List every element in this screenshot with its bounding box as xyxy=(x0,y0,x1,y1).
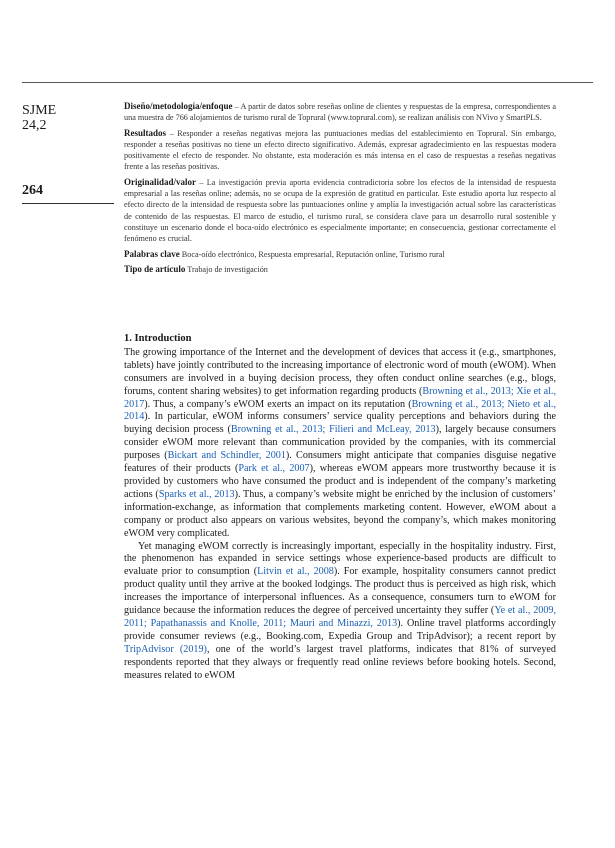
citation-link[interactable]: Park et al., 2007 xyxy=(238,463,310,475)
p2-text-1: Yet managing eWOM correctly is increasingly important, especially in the hospitality industry. First, the phenomenon has expanded in service settings whose experience-based products are difficult to evaluate prior to consumption ( xyxy=(124,540,556,578)
p1-text-2: ). Thus, a company’s eWOM exerts an impact on its reputation ( xyxy=(144,398,412,410)
design-label: Diseño/metodología/enfoque xyxy=(124,101,233,111)
p2-text-2: ). For example, hospitality consumers cannot predict product quality until they arrive at the booked lodgings. The product thus is perceived as high risk, which increases the importance of interpersonal influences. As a consequence, consumers turn to eWOM for guidance because the information reduces the degree of perceived uncertainty they suffer ( xyxy=(124,566,556,617)
citation-link[interactable]: Ye et al., 2009, 2011; Papathanassis and Knolle, 2011; Mauri and Minazzi, 2013 xyxy=(124,605,556,629)
header-rule xyxy=(22,82,593,83)
journal-name: SJME xyxy=(22,103,57,118)
p2-text-3: ). Online travel platforms accordingly provide consumer reviews (e.g., Booking.com, Expedia Group and TripAdvisor); a recent report by xyxy=(124,617,556,642)
design-text: – A partir de datos sobre reseñas online de clientes y respuestas de la empresa, correspondientes a una muestra de 766 alojamientos de turismo rural de Toprural (www.toprural.com), se realizan análisis con NVivo y SmartPLS. xyxy=(124,102,556,123)
abstract-keywords xyxy=(124,249,556,260)
p2-text-4: , one of the world’s largest travel platforms, indicates that 81% of surveyed respondents reported that they always or frequently read online reviews before booking hotels. Second, measures related to eWOM xyxy=(124,643,556,681)
originality-label: Originalidad/valor xyxy=(124,176,197,187)
structured-abstract xyxy=(124,101,556,279)
citation-link[interactable]: Bickart and Schindler, 2001 xyxy=(167,450,286,462)
results-label: Resultados xyxy=(124,127,167,138)
p1-text-7: ). Thus, a company’s website might be enriched by the inclusion of customers’ information-exchange, as information that complements marketing content. However, eWOM about a company or product also appears on various websites, beyond the company’s, which makes monitoring eWOM very complicated. xyxy=(124,488,556,539)
originality-text: – La investigación previa aporta evidencia contradictoria sobre los efectos de la intensidad de respuesta empresarial a las reseñas online; además, no se ocupa de la expresión de gratitud en particular. Este estudio aporta luz respecto al efecto directo de la intensidad de respuesta sobre las puntuaciones online y amplía la investigación actual sobre las características de contenido de las respuestas. El marco de estudio, el turismo rural, se considera clave para un desarrollo rural sostenible y constituye un escenario donde el boca-oído electrónico es especialmente importante; en consecuencia, gestionar correctamente el fenómeno es crucial. xyxy=(124,177,556,244)
abstract-originality xyxy=(124,177,556,245)
journal-volume: 24,2 xyxy=(22,118,47,133)
abstract-results xyxy=(124,128,556,173)
citation-link[interactable]: Browning et al., 2013; Nieto et al., 2014 xyxy=(124,398,556,423)
paragraph-1 xyxy=(124,347,556,541)
type-label: Tipo de artículo xyxy=(124,263,186,274)
p1-text-3: ). In particular, eWOM informs consumers’ service quality perceptions and behaviors during the buying decision process ( xyxy=(124,411,556,436)
journal-info xyxy=(22,103,56,133)
article-body xyxy=(124,333,556,682)
p1-text-6: ), whereas eWOM appears more trustworthy because it is provided by customers who have consumed the product and is independent of the company’s marketing actions ( xyxy=(124,463,556,500)
abstract-article-type xyxy=(124,264,556,275)
page-number: 264 xyxy=(22,183,43,198)
keywords-text: Boca-oído electrónico, Respuesta empresarial, Reputación online, Turismo rural xyxy=(179,249,445,259)
citation-link[interactable]: TripAdvisor (2019) xyxy=(124,643,207,655)
citation-link[interactable]: Browning et al., 2013; Xie et al., 2017 xyxy=(124,385,556,410)
p1-text-1: The growing importance of the Internet and the development of devices that access it (e.g., smartphones, tablets) have jointly contributed to the increasing importance of electronic word of mouth (eWOM). When consumers are involved in a buying decision process, they often conduct online searches (e.g., blogs, forums, content sharing websites) to get information regarding products ( xyxy=(124,346,556,397)
keywords-label: Palabras clave xyxy=(124,248,180,259)
page-number-rule xyxy=(22,203,114,204)
abstract-design xyxy=(124,101,556,124)
results-text: – Responder a reseñas negativas mejora las puntuaciones medias del establecimiento en Toprural. Sin embargo, responder a reseñas positivas no tiene un efecto directo significativo. Además, expresar agradecimiento en las respuestas modera positivamente el efecto de responder. No obstante, esta moderación es más intensa en el caso de respuestas a reseñas negativas frente a las reseñas positivas. xyxy=(124,128,556,172)
p1-text-5: ). Consumers might anticipate that companies disguise negative features of their products ( xyxy=(124,450,556,475)
citation-link[interactable]: Sparks et al., 2013 xyxy=(158,488,235,500)
citation-link[interactable]: Litvin et al., 2008 xyxy=(257,566,334,578)
p1-text-4: ), largely because consumers consider eWOM more relevant than communication provided by the companies, with its commercial purposes ( xyxy=(124,424,556,462)
type-text: Trabajo de investigación xyxy=(185,264,268,274)
citation-link[interactable]: Browning et al., 2013; Filieri and McLeay, 2013 xyxy=(230,424,436,436)
section-heading: 1. Introduction xyxy=(124,333,192,344)
paragraph-2 xyxy=(124,541,556,683)
